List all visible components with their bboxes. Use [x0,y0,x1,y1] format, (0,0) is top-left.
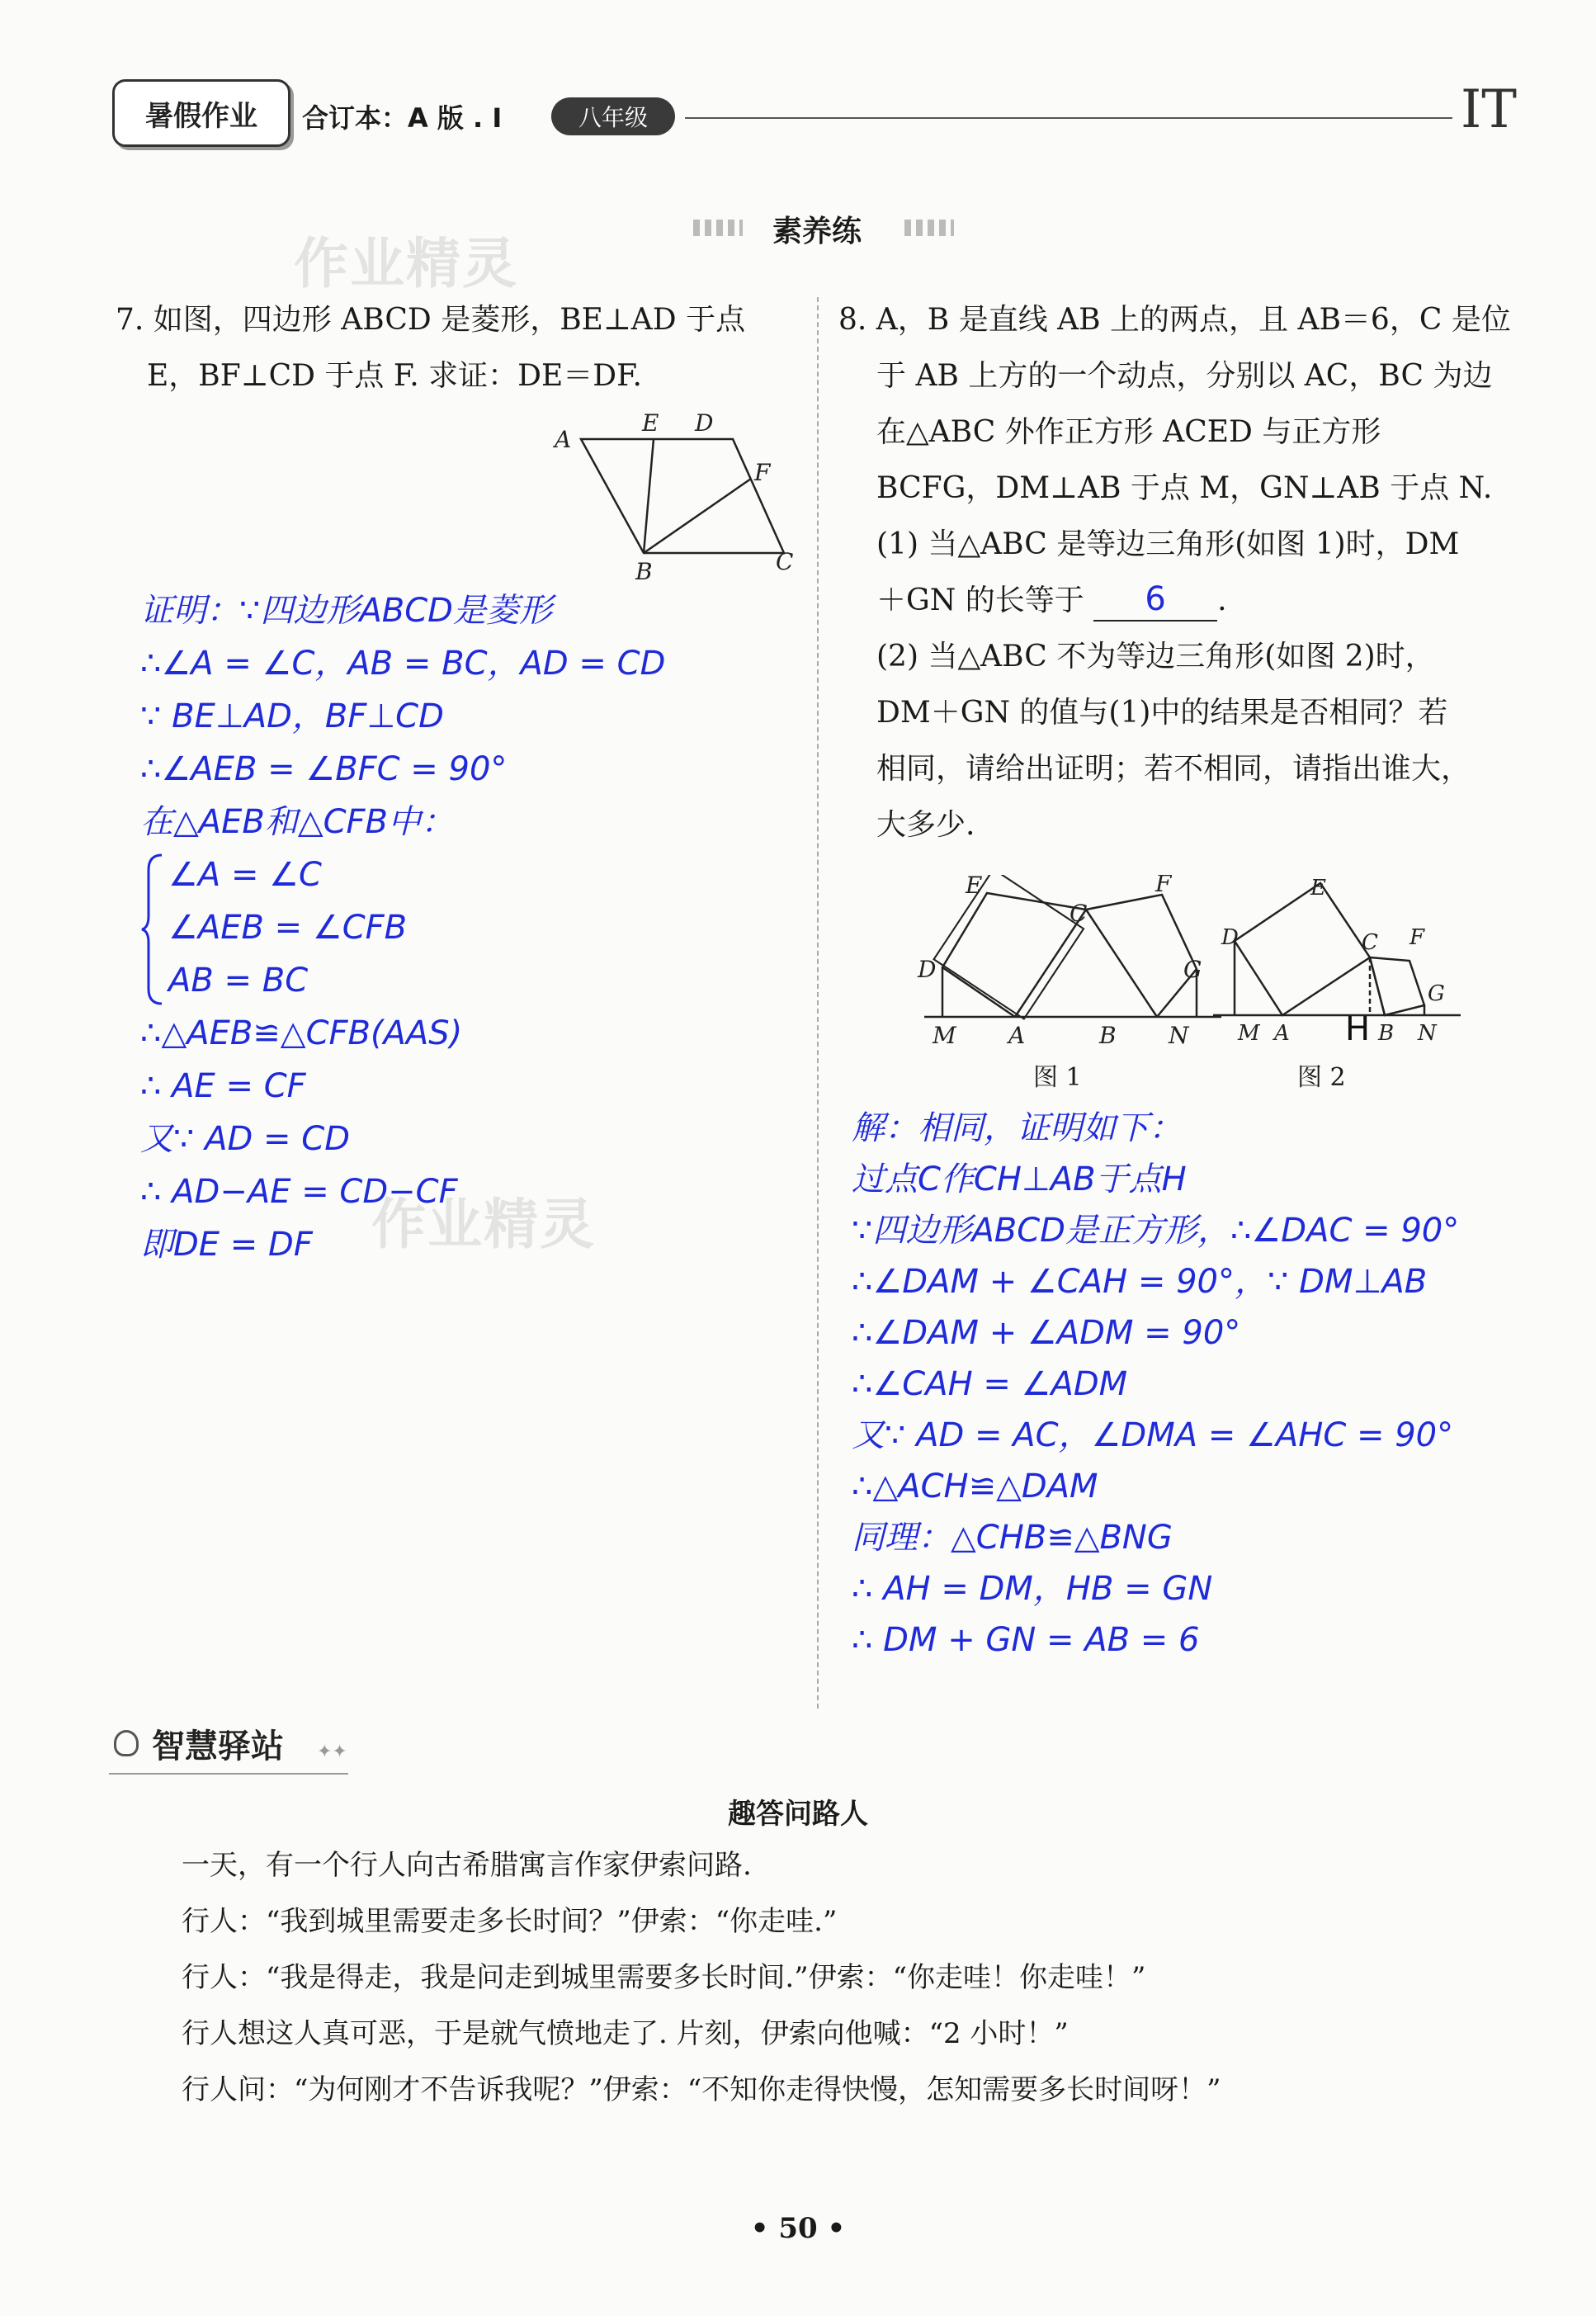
story-line: 行人问：“为何刚才不告诉我呢？”伊索：“不知你走得快慢，怎知需要多长时间呀！” [182,2073,1221,2106]
q7-system-brace [140,848,665,1007]
q7-label-c: C [776,548,794,575]
story-body [182,1837,1221,2118]
q8-text-line: BCFG，DM⊥AB 于点 M，GN⊥AB 于点 N. [876,471,1493,505]
fig1-label-n: N [1169,1022,1189,1049]
wisdom-title: 智慧驿站 [152,1728,284,1765]
q7-answer-line: ∴ AD−AE = CD−CF [140,1173,458,1211]
q8-text-line: (2) 当△ABC 不为等边三角形(如图 2)时， [876,640,1435,674]
q8-answer [852,1103,1459,1666]
q8-answer-line: 过点C作CH⊥AB于点H [852,1160,1187,1198]
fig2-label-c: C [1362,930,1378,955]
lightbulb-icon [114,1730,139,1756]
fig1-label-d: D [918,956,937,983]
q7-answer [140,584,665,1271]
q8-answer-line: 又∵ AD = AC，∠DMA = ∠AHC = 90° [852,1416,1454,1454]
fig2-label-a: A [1274,1021,1290,1046]
q8-text-line: (1) 当△ABC 是等边三角形(如图 1)时，DM [876,527,1460,561]
fig1-caption: 图 1 [1033,1063,1082,1092]
q8-answer-line: 解：相同，证明如下： [852,1109,1182,1147]
brace-icon [140,853,165,1005]
q8-blank-answer: 6 [1093,579,1217,622]
story-line: 一天，有一个行人向古希腊寓言作家伊索问路. [182,1849,752,1882]
q8-figure-1 [916,875,1221,1081]
q7-label-f: F [754,459,771,486]
q8-text-line: DM＋GN 的值与(1)中的结果是否相同？若 [876,696,1448,730]
q8-answer-line: ∴ AH = DM，HB = GN [852,1570,1213,1608]
q7-text-line1: 7. 如图，四边形 ABCD 是菱形，BE⊥AD 于点 [116,303,746,337]
q8-text [838,292,1511,853]
q7-answer-line: ∵ BE⊥AD，BF⊥CD [140,697,444,735]
q8-answer-line: ∴∠DAM + ∠ADM = 90° [852,1314,1241,1352]
fig2-label-n: N [1418,1021,1437,1046]
fig1-label-c: C [1070,900,1088,927]
q8-text-line: 大多少. [876,808,975,842]
q7-label-e: E [642,409,659,437]
q8-text-line-blank [838,573,1511,629]
fig2-label-b: B [1378,1021,1395,1046]
q8-text-line: 相同，请给出证明；若不相同，请指出谁大， [876,752,1471,786]
fig1-label-e: E [966,875,983,899]
q7-answer-line: ∠AEB = ∠CFB [168,909,408,947]
q7-label-a: A [555,426,572,453]
q8-figure-2 [1213,875,1461,1081]
fig1-label-m: M [933,1022,956,1049]
star-decoration-icon: ✦✦ [317,1742,347,1762]
q8-answer-line: ∵四边形ABCD是正方形，∴∠DAC = 90° [852,1212,1460,1250]
q7-answer-line: AB = BC [168,962,309,1000]
q8-text-segment: ＋GN 的长等于 [876,584,1084,617]
corner-logo: IT [1461,79,1517,140]
story-line: 行人：“我是得走，我是问走到城里需要多长时间.”伊索：“你走哇！你走哇！” [182,1961,1146,1994]
fig2-label-h: H [1345,1010,1371,1048]
section-decoration-right [904,220,954,236]
story-line: 行人：“我到城里需要走多长时间？”伊索：“你走哇.” [182,1905,838,1938]
q7-answer-line: 在△AEB和△CFB中： [140,803,454,841]
q8-answer-line: 同理：△CHB≌△BNG [852,1519,1173,1557]
page-number: • 50 • [750,2212,846,2245]
wisdom-rule [109,1773,348,1775]
fig2-label-e: E [1310,876,1326,900]
story-line: 行人想这人真可恶，于是就气愤地走了. 片刻，伊索向他喊：“2 小时！” [182,2017,1069,2050]
section-title: 素养练 [772,215,862,248]
q8-answer-line: ∴ DM + GN = AB = 6 [852,1621,1200,1659]
q7-label-d: D [695,409,714,437]
fig2-caption: 图 2 [1297,1063,1346,1092]
q7-answer-line: ∠A = ∠C [168,856,322,894]
q8-text-line: 在△ABC 外作正方形 ACED 与正方形 [876,415,1381,449]
q7-answer-line: 又∵ AD = CD [140,1120,351,1158]
column-divider [817,297,819,1709]
q7-answer-line: ∴∠A = ∠C，AB = BC，AD = CD [140,645,666,683]
header-rule [685,117,1452,119]
fig1-label-b: B [1099,1022,1117,1049]
fig2-label-f: F [1409,925,1425,950]
story-title: 趣答问路人 [728,1798,868,1831]
header-series: 合订本：A 版 . I [302,102,503,134]
q7-rhombus-figure [545,404,817,586]
fig2-label-g: G [1428,981,1445,1006]
q7-answer-line: ∴△AEB≌△CFB(AAS) [140,1014,463,1052]
header-badge: 暑假作业 [112,79,290,147]
fig2-label-m: M [1238,1021,1260,1046]
q7-answer-line: ∴ AE = CF [140,1067,306,1105]
q8-text-line: 8. A，B 是直线 AB 上的两点，且 AB＝6，C 是位 [838,303,1511,337]
q7-answer-line: ∴∠AEB = ∠BFC = 90° [140,750,508,788]
watermark-middle: 作业精灵 [371,1193,596,1256]
watermark-top: 作业精灵 [294,232,518,295]
grade-badge: 八年级 [551,97,675,135]
q8-answer-line: ∴∠CAH = ∠ADM [852,1365,1128,1403]
q7-label-b: B [635,558,653,585]
fig2-label-d: D [1221,925,1239,950]
q7-answer-line: 即DE = DF [140,1226,313,1264]
q8-period: . [1217,584,1227,617]
q7-text-line2: E，BF⊥CD 于点 F. 求证：DE＝DF. [147,359,642,393]
fig1-label-g: G [1183,956,1202,983]
q8-text-line: 于 AB 上方的一个动点，分别以 AC，BC 为边 [876,359,1493,393]
q7-answer-line: 证明：∵四边形ABCD是菱形 [140,592,552,630]
fig1-label-f: F [1155,875,1172,897]
q8-answer-line: ∴△ACH≌△DAM [852,1468,1098,1505]
q8-answer-line: ∴∠DAM + ∠CAH = 90°，∵ DM⊥AB [852,1263,1428,1301]
fig1-label-a: A [1008,1022,1026,1049]
